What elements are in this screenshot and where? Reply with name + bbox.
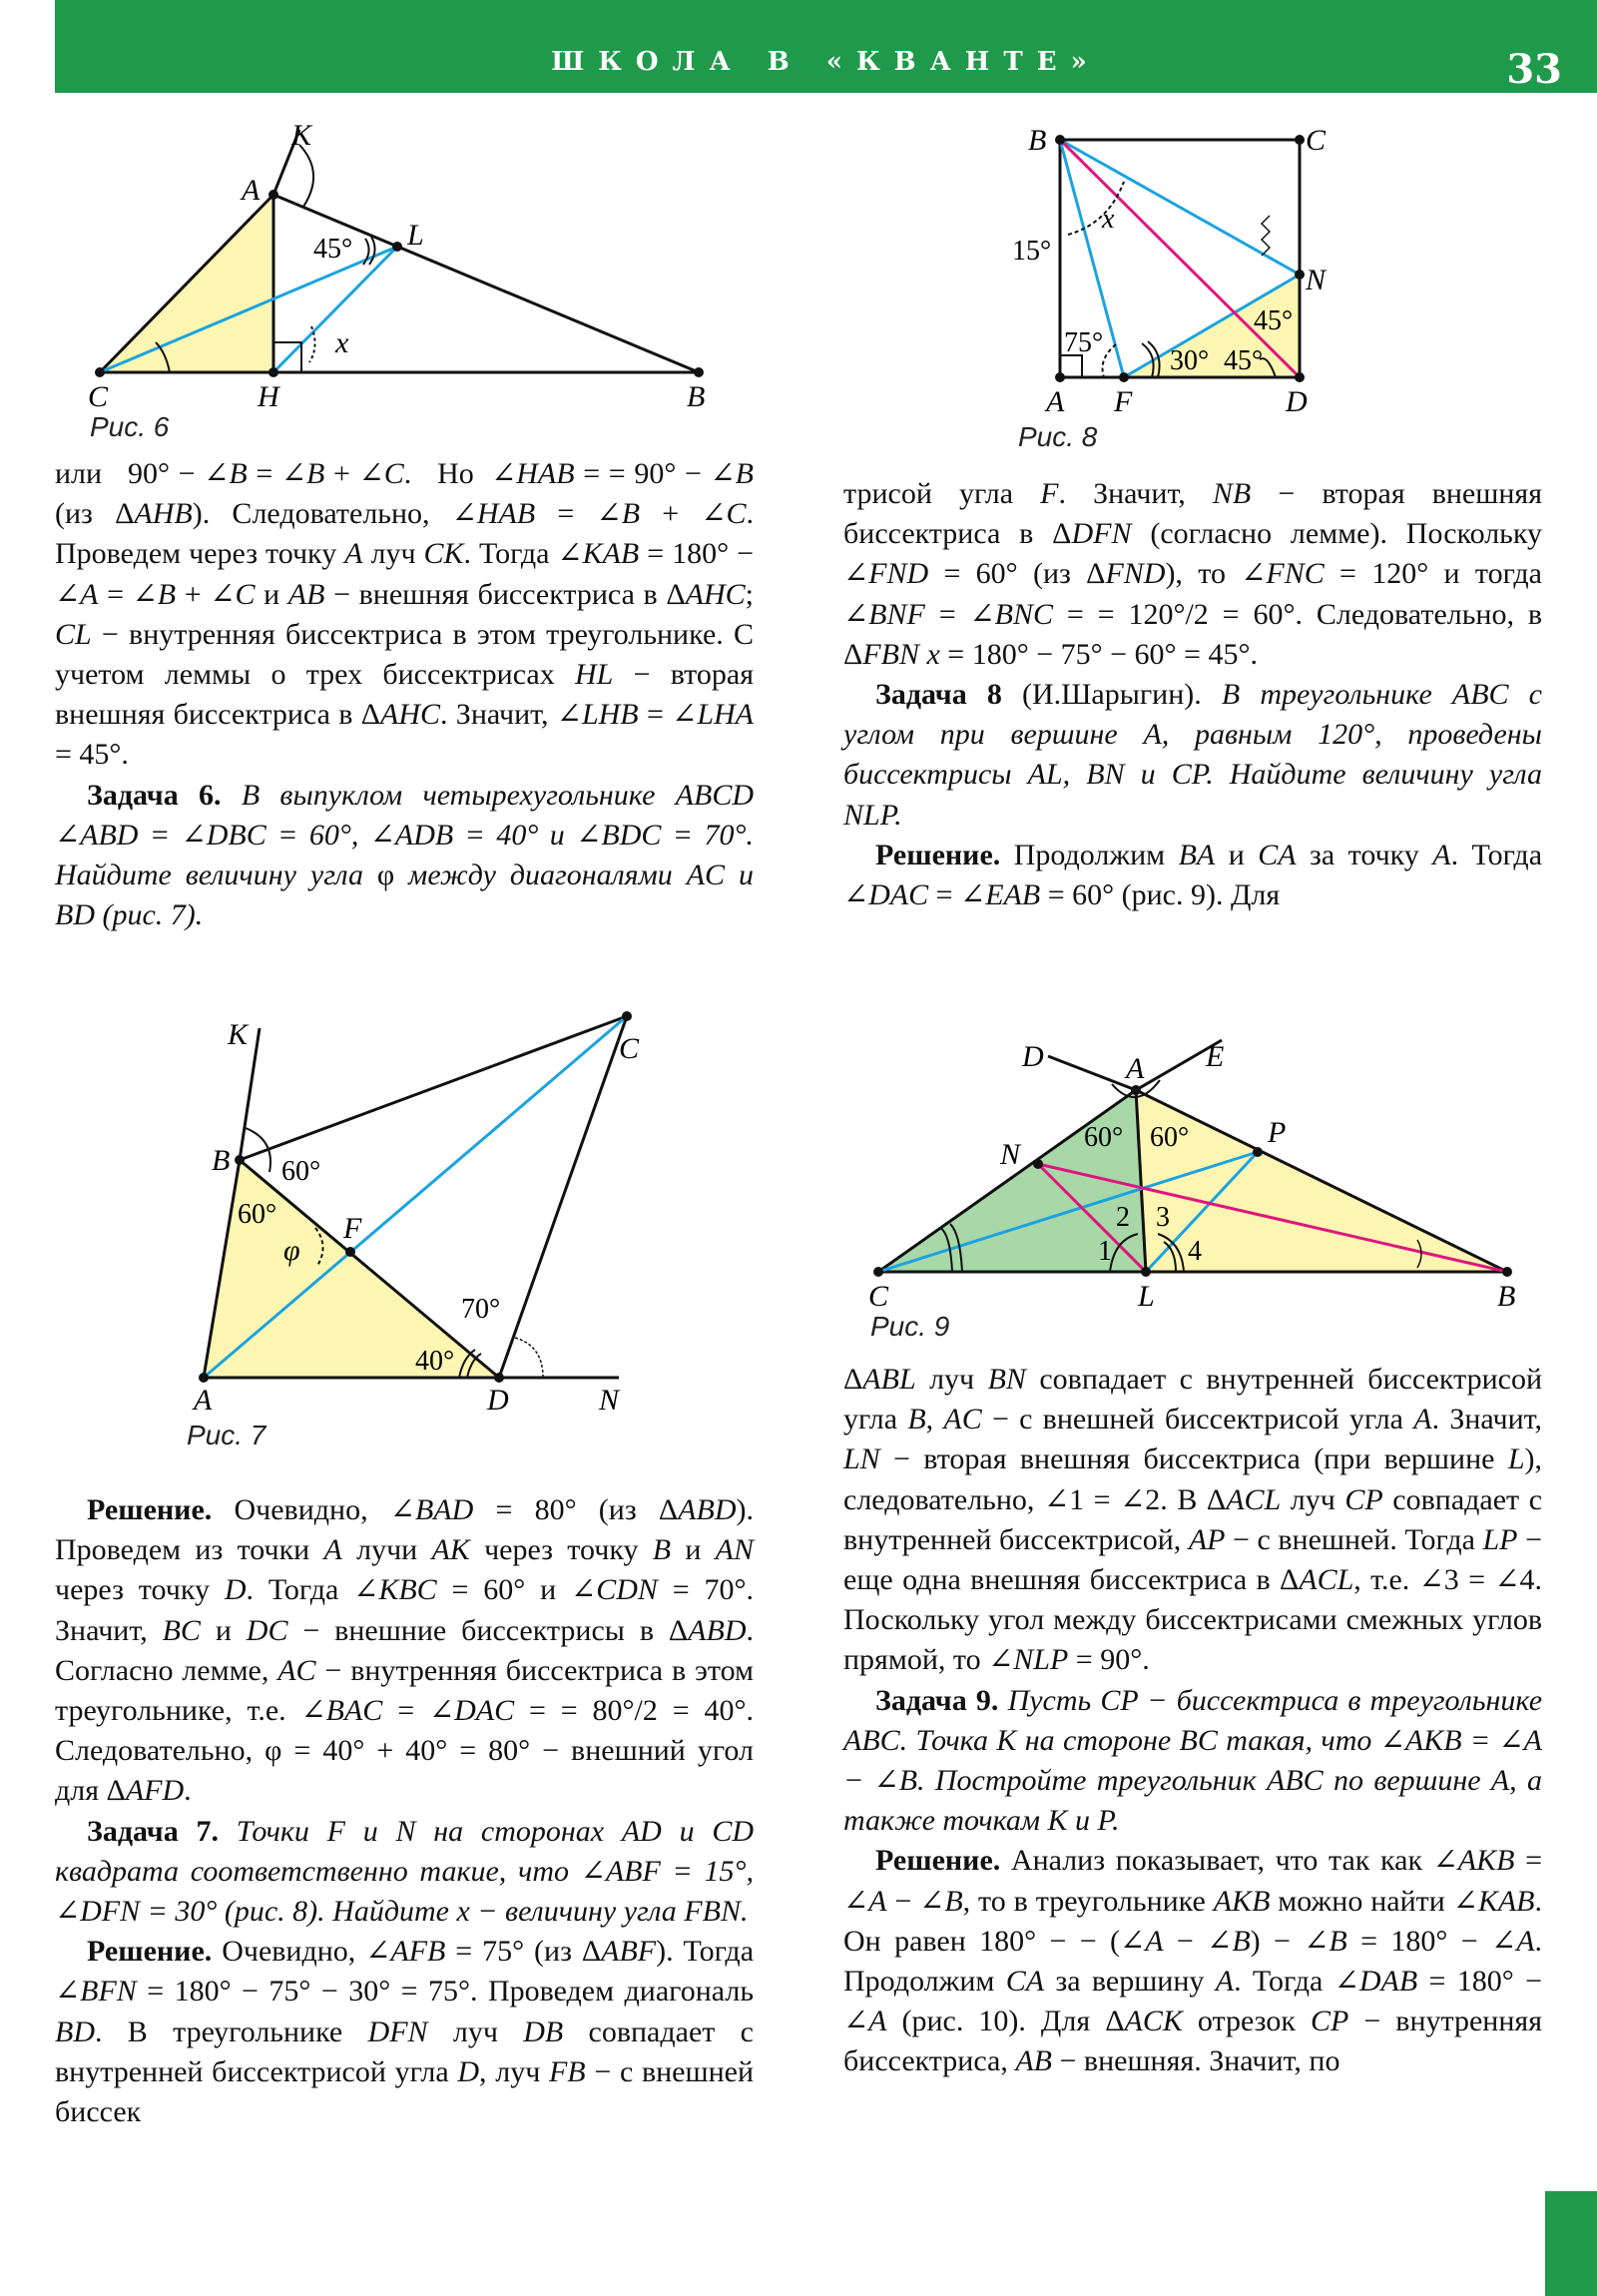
- fig7-yellow-triangle: [204, 1160, 499, 1378]
- fig8-label-F: F: [1114, 385, 1133, 418]
- fig6-angle-45: 45°: [313, 234, 353, 265]
- fig9-angle-60-right: 60°: [1150, 1122, 1190, 1153]
- right-column-block-2: [843, 1360, 1542, 2082]
- fig9-label-N: N: [1000, 1138, 1021, 1171]
- left-column-block-1: [55, 454, 754, 935]
- fig7-angle-40: 40°: [415, 1346, 455, 1377]
- para-fig6-solution-end: или 90° − ∠B = ∠B + ∠C. Но ∠HAB = = 90° − ∠B (из ΔAHB). Следовательно, ∠HAB = ∠B + ∠C. Проведем через точку A луч CK. Тогда ∠KAB = 180° − ∠A = ∠B + ∠C и AB − внешняя биссектриса в ΔAHC; CL − внутренняя биссектриса в этом треугольнике. С учетом леммы о трех биссектрисах HL − вторая внешняя биссектриса в ΔAHC. Значит, ∠LHB = ∠LHA = 45°.: [55, 457, 755, 772]
- fig9-num-4: 4: [1188, 1236, 1202, 1267]
- fig8-label-B: B: [1028, 124, 1047, 157]
- fig7-label-phi: φ: [283, 1234, 300, 1267]
- left-column-block-2: [55, 1490, 754, 2132]
- fig9-label-D: D: [1022, 1040, 1044, 1073]
- problem-9: Задача 9. Пусть CP − биссектриса в треугольнике ABC. Точка K на стороне BC такая, что ∠AKB = ∠A − ∠B. Постройте треугольник ABC по вершине A, а также точкам K и P.: [843, 1683, 1543, 1838]
- fig8-label-A: A: [1046, 385, 1065, 418]
- problem-6: Задача 6. В выпуклом четырехугольнике ABCD ∠ABD = ∠DBC = 60°, ∠ADB = 40° и ∠BDC = 70°. Найдите величину угла φ между диагоналями AC и BD (рис. 7).: [55, 778, 754, 932]
- right-column-block-1: [843, 474, 1542, 915]
- fig8-label-x: x: [1102, 204, 1115, 235]
- solution-7-end: трисой угла F. Значит, NB − вторая внешняя биссектриса в ΔDFN (согласно лемме). Поскольку ∠FND = 60° (из ΔFND), то ∠FNC = 120° и тогда ∠BNF = ∠BNC = = 120°/2 = 60°. Следовательно, в ΔFBN x = 180° − 75° − 60° = 45°.: [843, 477, 1543, 671]
- fig8-angle-30: 30°: [1170, 345, 1210, 376]
- fig6-label-H: H: [258, 380, 279, 413]
- fig8-angle-15: 15°: [1012, 236, 1052, 267]
- fig9-num-3: 3: [1156, 1202, 1170, 1233]
- fig7-caption: Рис. 7: [187, 1420, 266, 1450]
- solution-8-start: Решение. Продолжим BA и CA за точку A. Тогда ∠DAC = ∠EAB = 60° (рис. 9). Для: [843, 838, 1543, 912]
- fig6-label-K: K: [291, 119, 312, 152]
- fig7-angle-60-top: 60°: [281, 1156, 321, 1187]
- fig9-label-P: P: [1268, 1116, 1287, 1149]
- fig8-angle-75: 75°: [1064, 327, 1104, 358]
- solution-6: Решение. Очевидно, ∠BAD = 80° (из ΔABD). Проведем из точки A лучи AK через точку B и AN через точку D. Тогда ∠KBC = 60° и ∠CDN = 70°. Значит, BC и DC − внешние биссектрисы в ΔABD. Согласно лемме, AC − внутренняя биссектриса в этом треугольнике, т.е. ∠BAC = ∠DAC = = 80°/2 = 40°. Следовательно, φ = 40° + 40° = 80° − внешний угол для ΔAFD.: [55, 1493, 755, 1808]
- fig7-label-C: C: [619, 1032, 640, 1065]
- bottom-accent-strip: [1545, 2191, 1597, 2296]
- fig9-label-L: L: [1138, 1280, 1155, 1313]
- page-header: [55, 0, 1597, 93]
- fig9-num-1: 1: [1098, 1236, 1112, 1267]
- fig9-label-B: B: [1497, 1280, 1516, 1313]
- fig9-label-C: C: [868, 1280, 889, 1313]
- fig9-num-2: 2: [1116, 1202, 1130, 1233]
- fig7-angle-60-left: 60°: [238, 1199, 277, 1230]
- solution-7-start: Решение. Очевидно, ∠AFB = 75° (из ΔABF). Тогда ∠BFN = 180° − 75° − 30° = 75°. Проведем диагональ BD. В треугольнике DFN луч DB совпадает с внутренней биссектрисой угла D, луч FB − с внешней биссек: [55, 1935, 755, 2129]
- fig8-label-N: N: [1306, 264, 1327, 296]
- fig6-label-C: C: [88, 380, 109, 413]
- fig9-label-A: A: [1126, 1052, 1145, 1085]
- fig7-angle-70: 70°: [461, 1294, 501, 1325]
- fig7-label-K: K: [228, 1018, 249, 1051]
- problem-8: Задача 8 (И.Шарыгин). В треугольнике ABC с углом при вершине A, равным 120°, проведены биссектрисы AL, BN и CP. Найдите величину угла NLP.: [843, 678, 1542, 832]
- fig8-angle-45-bottom: 45°: [1224, 345, 1264, 376]
- figure-6: [70, 115, 739, 414]
- fig9-caption: Рис. 9: [870, 1311, 950, 1342]
- journal-section-title: ШКОЛА В «КВАНТЕ»: [551, 47, 1101, 77]
- fig6-label-x: x: [335, 326, 349, 359]
- figure-7: [180, 998, 699, 1428]
- fig7-label-F: F: [343, 1212, 362, 1245]
- fig7-label-N: N: [599, 1384, 620, 1417]
- fig8-angle-45-right: 45°: [1254, 305, 1294, 336]
- fig8-caption: Рис. 8: [1018, 421, 1098, 452]
- fig9-label-E: E: [1206, 1040, 1225, 1073]
- fig6-label-B: B: [687, 380, 706, 413]
- problem-7: Задача 7. Точки F и N на сторонах AD и CD квадрата соответственно такие, что ∠ABF = 15°, ∠DFN = 30° (рис. 8). Найдите x − величину угла FBN.: [55, 1814, 755, 1929]
- solution-9-start: Решение. Анализ показывает, что так как ∠AKB = ∠A − ∠B, то в треугольнике AKB можно найти ∠KAB. Он равен 180° − − (∠A − ∠B) − ∠B = 180° − ∠A. Продолжим CA за вершину A. Тогда ∠DAB = 180° − ∠A (рис. 10). Для ΔACK отрезок CP − внутренняя биссектриса, AB − внешняя. Значит, по: [843, 1844, 1543, 2078]
- figure-8: [998, 120, 1357, 419]
- figure-9: [858, 1028, 1537, 1318]
- fig6-label-A: A: [242, 174, 261, 207]
- fig6-caption: Рис. 6: [90, 411, 170, 442]
- page-number: 33: [1506, 46, 1562, 93]
- solution-8-end: ΔABL луч BN совпадает с внутренней биссектрисой угла B, AC − с внешней биссектрисой угла A. Значит, LN − вторая внешняя биссектриса (при вершине L), следовательно, ∠1 = ∠2. В ΔACL луч CP совпадает с внутренней биссектрисой, AP − с внешней. Тогда LP − еще одна внешняя биссектриса в ΔACL, т.е. ∠3 = ∠4. Поскольку угол между биссектрисами смежных углов прямой, то ∠NLP = 90°.: [843, 1363, 1543, 1677]
- fig9-angle-60-left: 60°: [1084, 1122, 1124, 1153]
- fig7-label-D: D: [487, 1384, 509, 1417]
- fig7-label-B: B: [212, 1144, 231, 1177]
- fig7-label-A: A: [194, 1384, 213, 1417]
- fig8-label-D: D: [1286, 385, 1308, 418]
- fig8-label-C: C: [1306, 124, 1327, 157]
- fig6-label-L: L: [407, 219, 424, 252]
